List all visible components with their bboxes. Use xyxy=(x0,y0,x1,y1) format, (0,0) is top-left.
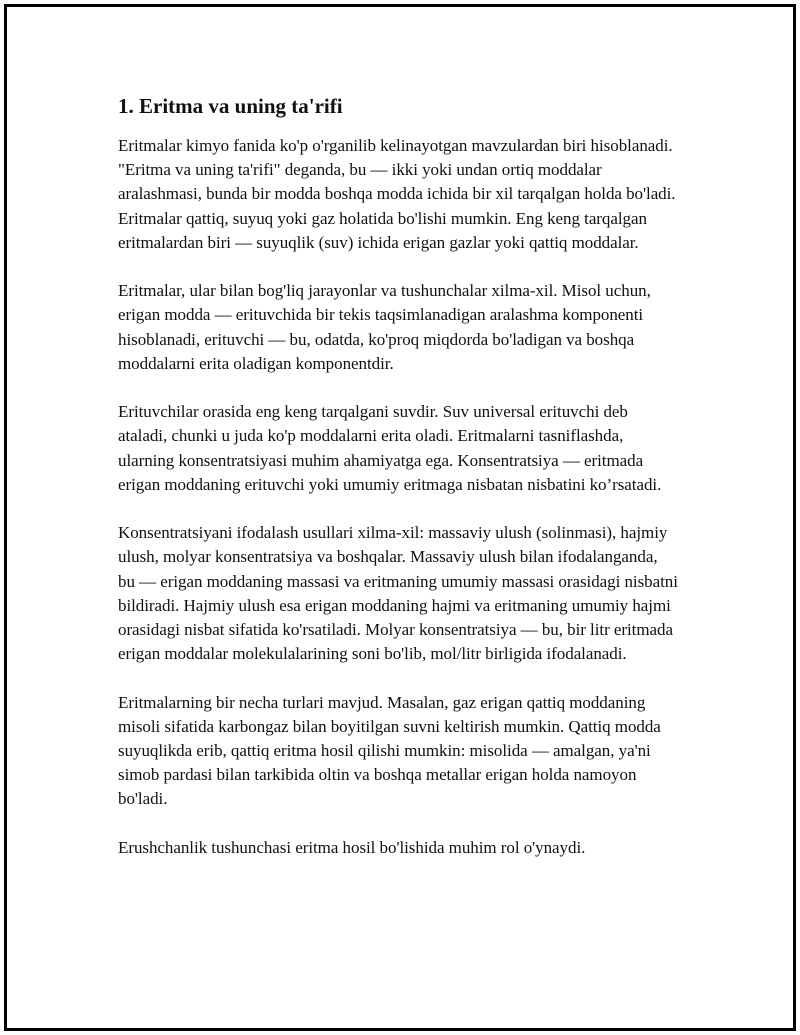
paragraph-4: Konsentratsiyani ifodalash usullari xilma-xil: massaviy ulush (solinmasi), hajmiy ulush, molyar konsentratsiya va boshqalar. Massaviy ulush bilan ifodalanganda, bu — erigan moddaning massasi va eritmaning umumiy massasi orasidagi nisbatni bildiradi. Hajmiy ulush esa erigan moddaning hajmi va eritmaning umumiy hajmi orasidagi nisbat sifatida ko'rsatiladi. Molyar konsentratsiya — bu, bir litr eritmada erigan moddalar molekulalarining soni bo'lib, mol/litr birligida ifodalanadi. xyxy=(118,523,678,664)
paragraph-6: Erushchanlik tushunchasi eritma hosil bo'lishida muhim rol o'ynaydi. xyxy=(118,837,586,857)
paragraph-5: Eritmalarning bir necha turlari mavjud. Masalan, gaz erigan qattiq moddaning misoli sifatida karbongaz bilan boyitilgan suvni keltirish mumkin. Qattiq modda suyuqlikda erib, qattiq eritma hosil qilishi mumkin: misolida — amalgan, ya'ni simob pardasi bilan tarkibida oltin va boshqa metallar erigan holda namoyon bo'ladi. xyxy=(118,692,661,809)
paragraph-2: Eritmalar, ular bilan bog'liq jarayonlar va tushunchalar xilma-xil. Misol uchun, erigan modda — erituvchida bir tekis taqsimlanadigan aralashma komponenti hisoblanadi, erituvchi — bu, odatda, ko'proq miqdorda bo'ladigan va boshqa moddalarni erita oladigan komponentdir. xyxy=(118,281,651,373)
document-body xyxy=(118,92,678,860)
paragraph-3: Erituvchilar orasida eng keng tarqalgani suvdir. Suv universal erituvchi deb ataladi, chunki u juda ko'p moddalarni erita oladi. Eritmalarni tasniflashda, ularning konsentratsiyasi muhim ahamiyatga ega. Konsentratsiya — eritmada erigan moddaning erituvchi yoki umumiy eritmaga nisbatan nisbatini ko’rsatadi. xyxy=(118,402,662,494)
section-title: 1. Eritma va uning ta'rifi xyxy=(118,94,343,118)
paragraph-1: Eritmalar kimyo fanida ko'p o'rganilib kelinayotgan mavzulardan biri hisoblanadi. "Eritma va uning ta'rifi" deganda, bu — ikki yoki undan ortiq moddalar aralashmasi, bunda bir modda boshqa modda ichida bir xil tarqalgan holda bo'ladi. Eritmalar qattiq, suyuq yoki gaz holatida bo'lishi mumkin. Eng keng tarqalgan eritmalardan biri — suyuqlik (suv) ichida erigan gazlar yoki qattiq moddalar. xyxy=(118,136,676,252)
